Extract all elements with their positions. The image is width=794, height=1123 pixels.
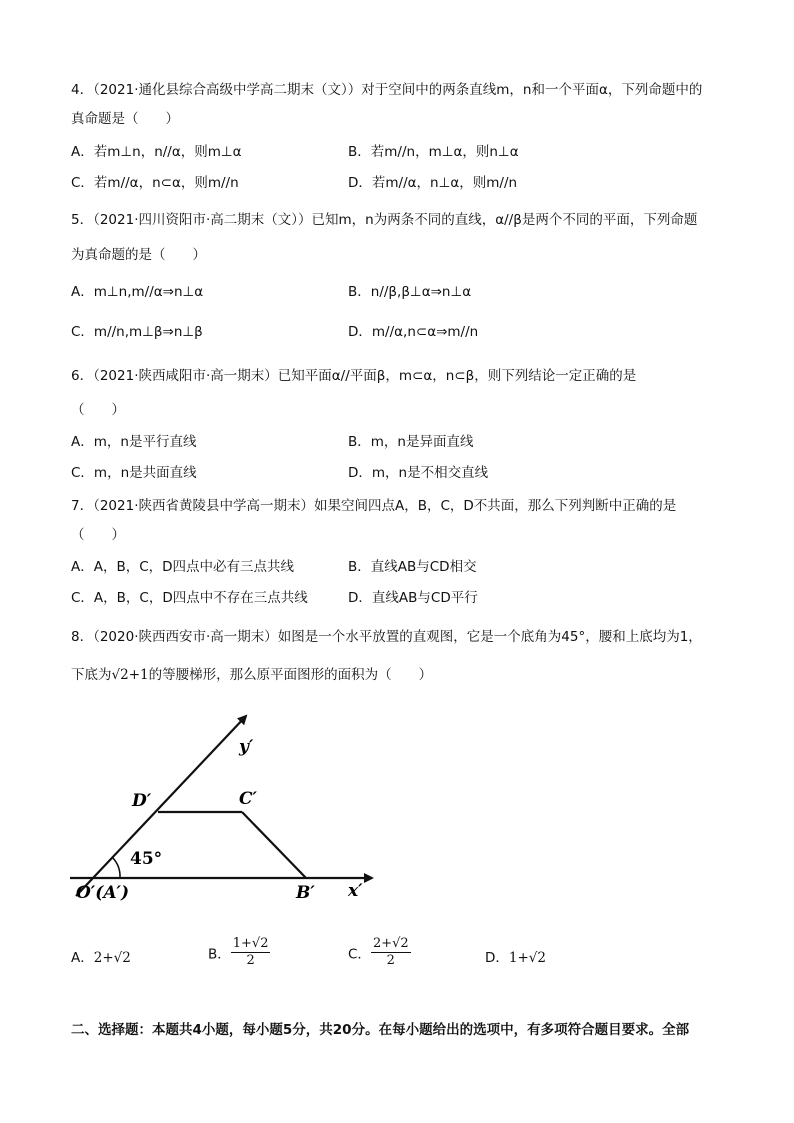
q8-option-b-letter: B．	[208, 946, 231, 963]
q8-option-a	[71, 948, 131, 968]
q7-option-b: B．直线AB与CD相交	[348, 559, 477, 575]
q7-option-c: C．A，B，C，D四点中不存在三点共线	[71, 590, 308, 606]
q4-option-c: C．若m//α，n⊂α，则m//n	[71, 175, 239, 191]
q7-option-d: D．直线AB与CD平行	[348, 590, 478, 606]
q4-option-a: A．若m⊥n，n//α，则m⊥α	[71, 144, 242, 160]
q5-option-b: B．n//β,β⊥α⇒n⊥α	[348, 284, 472, 300]
q8-stem-line2	[71, 665, 432, 685]
q6-option-c: C．m，n是共面直线	[71, 465, 197, 481]
q6-stem-line2: （ ）	[71, 402, 125, 418]
q4-option-b: B．若m//n，m⊥α，则n⊥α	[348, 144, 519, 160]
q8-option-d-value: 1+√2	[508, 950, 546, 966]
q8-option-b-denominator: 2	[246, 953, 255, 968]
q8-stem-post: 的等腰梯形，那么原平面图形的面积为（ ）	[148, 667, 433, 683]
q8-option-a-value: 2+√2	[93, 950, 131, 966]
section-2-heading: 二、选择题：本题共4小题，每小题5分，共20分。在每小题给出的选项中，有多项符合题目要求。全部	[71, 1022, 690, 1038]
q7-stem-line2: （ ）	[71, 527, 125, 543]
q8-option-c-fraction	[371, 936, 411, 969]
q6-stem-line1: 6．（2021·陕西咸阳市·高一期末）已知平面α//平面β，m⊂α，n⊂β，则下列结论一定正确的是	[71, 368, 637, 384]
q8-option-d-letter: D．	[485, 950, 509, 966]
angle-arc	[112, 857, 120, 878]
q8-option-a-letter: A．	[71, 950, 94, 966]
q8-option-c-denominator: 2	[386, 953, 395, 968]
q4-option-d: D．若m//α，n⊥α，则m//n	[348, 175, 518, 191]
q5-option-a: A．m⊥n,m//α⇒n⊥α	[71, 284, 204, 300]
q4-stem-line1: 4．（2021·通化县综合高级中学高二期末（文））对于空间中的两条直线m，n和一个平面α，下列命题中的	[71, 82, 703, 98]
q8-option-d	[485, 948, 546, 968]
label-d: D′	[132, 791, 152, 811]
q7-stem-line1: 7．（2021·陕西省黄陵县中学高一期末）如果空间四点A，B，C，D不共面，那么下列判断中正确的是	[71, 498, 677, 514]
q5-option-d: D．m//α,n⊂α⇒m//n	[348, 324, 479, 340]
label-o: O′(A′)	[76, 883, 130, 903]
q5-stem-line2: 为真命题的是（ ）	[71, 247, 206, 263]
q8-stem-line1: 8．（2020·陕西西安市·高一期末）如图是一个水平放置的直观图，它是一个底角为45°，腰和上底均为1，	[71, 629, 702, 645]
q5-option-c: C．m//n,m⊥β⇒n⊥β	[71, 324, 203, 340]
q8-stem-math: √2+1	[111, 667, 149, 683]
q5-stem-line1: 5．（2021·四川资阳市·高二期末（文））已知m，n为两条不同的直线，α//β是两个不同的平面，下列命题	[71, 212, 698, 228]
label-x: x′	[348, 881, 363, 901]
q6-option-a: A．m，n是平行直线	[71, 434, 197, 450]
y-axis	[76, 716, 246, 896]
q8-option-c	[348, 936, 411, 969]
edge-cb	[242, 812, 306, 878]
label-c: C′	[239, 789, 258, 809]
q8-option-b	[208, 936, 270, 969]
label-angle: 45°	[130, 849, 163, 869]
q7-option-a: A．A，B，C，D四点中必有三点共线	[71, 559, 295, 575]
q8-stem-pre: 下底为	[71, 667, 112, 683]
q8-option-c-letter: C．	[348, 946, 371, 963]
q8-figure	[66, 710, 386, 910]
q6-option-b: B．m，n是异面直线	[348, 434, 474, 450]
q4-stem-line2: 真命题是（ ）	[71, 111, 179, 127]
label-y: y′	[239, 737, 254, 757]
label-b: B′	[296, 883, 315, 903]
q8-option-b-fraction	[231, 936, 271, 969]
q8-option-c-numerator: 2+√2	[372, 936, 409, 951]
q6-option-d: D．m，n是不相交直线	[348, 465, 489, 481]
q8-option-b-numerator: 1+√2	[232, 936, 269, 951]
